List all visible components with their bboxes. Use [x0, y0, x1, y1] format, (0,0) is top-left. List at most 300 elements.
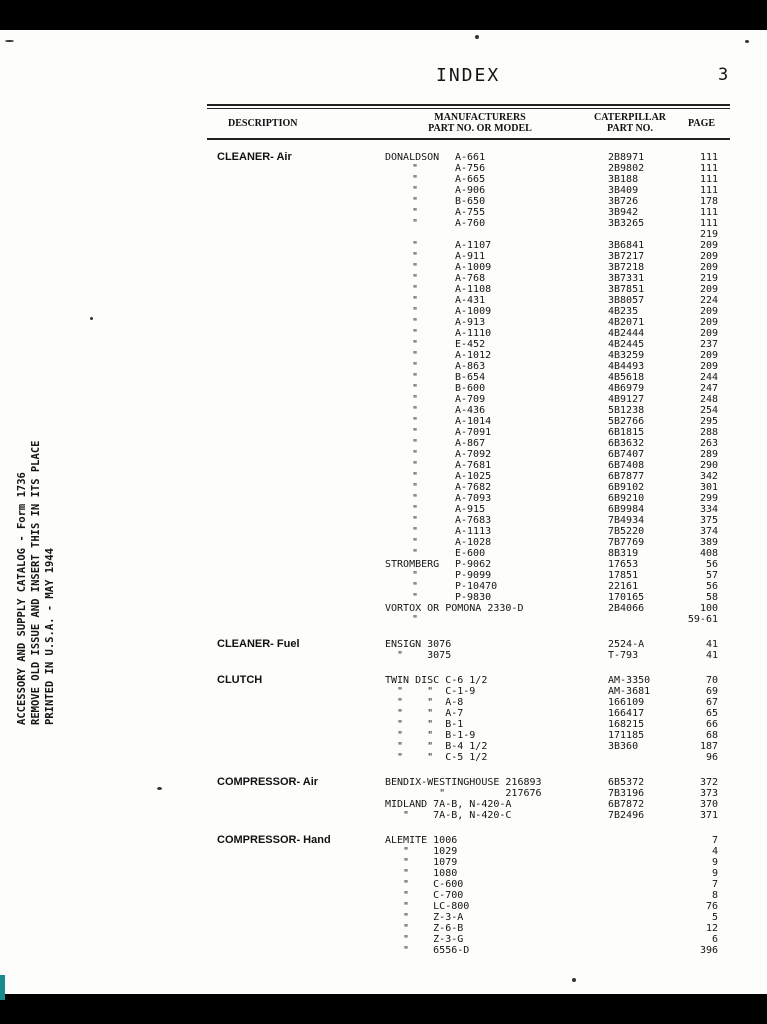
row-manufacturer: DONALDSON — [385, 152, 440, 163]
table-row — [0, 482, 767, 493]
row-manufacturer: " 217676 — [385, 788, 542, 799]
row-manufacturer-part: A-665 — [455, 174, 486, 185]
row-manufacturer-part: A-7683 — [455, 515, 492, 526]
row-manufacturer-part: A-760 — [455, 218, 486, 229]
row-page: 12 — [705, 923, 718, 934]
row-page: 209 — [699, 361, 718, 372]
row-page: 68 — [705, 730, 718, 741]
table-row — [0, 675, 767, 686]
row-caterpillar-part: 2B8971 — [608, 152, 645, 163]
table-row — [0, 777, 767, 788]
row-page: 288 — [699, 427, 718, 438]
row-manufacturer: MIDLAND 7A-B, N-420-A — [385, 799, 512, 810]
table-row — [0, 262, 767, 273]
row-manufacturer-part: A-1108 — [455, 284, 492, 295]
table-row — [0, 515, 767, 526]
row-caterpillar-part: 166109 — [608, 697, 645, 708]
row-page: 209 — [699, 262, 718, 273]
row-ditto-mark: " — [412, 251, 419, 262]
row-page: 111 — [699, 163, 718, 174]
row-caterpillar-part: 7B4934 — [608, 515, 645, 526]
table-row — [0, 945, 767, 956]
row-ditto-mark: " — [412, 196, 419, 207]
page-number: 3 — [718, 65, 729, 85]
table-row — [0, 471, 767, 482]
row-caterpillar-part: 170165 — [608, 592, 645, 603]
table-row — [0, 317, 767, 328]
row-manufacturer-part: A-911 — [455, 251, 486, 262]
row-page: 219 — [699, 229, 718, 240]
row-page: 8 — [711, 890, 718, 901]
row-manufacturer: STROMBERG — [385, 559, 440, 570]
row-manufacturer: " LC-800 — [385, 901, 470, 912]
row-page: 7 — [711, 879, 718, 890]
row-page: 209 — [699, 328, 718, 339]
table-row — [0, 372, 767, 383]
row-page: 244 — [699, 372, 718, 383]
row-page: 66 — [705, 719, 718, 730]
side-note — [15, 385, 56, 725]
table-row — [0, 350, 767, 361]
row-page: 111 — [699, 152, 718, 163]
table-row — [0, 697, 767, 708]
table-row — [0, 427, 767, 438]
row-manufacturer: TWIN DISC C-6 1/2 — [385, 675, 488, 686]
row-page: 372 — [699, 777, 718, 788]
row-caterpillar-part: 3B188 — [608, 174, 639, 185]
catalog-page — [0, 30, 767, 994]
column-header-page: PAGE — [688, 118, 716, 129]
row-caterpillar-part: 22161 — [608, 581, 639, 592]
row-page: 254 — [699, 405, 718, 416]
row-manufacturer-part: A-7092 — [455, 449, 492, 460]
table-row — [0, 857, 767, 868]
table-row — [0, 295, 767, 306]
row-manufacturer-part: A-863 — [455, 361, 486, 372]
row-caterpillar-part: 3B3265 — [608, 218, 645, 229]
row-caterpillar-part: 5B1238 — [608, 405, 645, 416]
row-page: 290 — [699, 460, 718, 471]
row-manufacturer-part: A-1014 — [455, 416, 492, 427]
row-ditto-mark: " — [412, 471, 419, 482]
row-ditto-mark: " — [412, 482, 419, 493]
row-ditto-mark: " — [412, 350, 419, 361]
row-ditto-mark: " — [412, 361, 419, 372]
header-top-rule-thin — [207, 108, 730, 109]
row-page: 6 — [711, 934, 718, 945]
row-manufacturer-part: A-436 — [455, 405, 486, 416]
table-row — [0, 284, 767, 295]
row-manufacturer: " 6556-D — [385, 945, 470, 956]
row-caterpillar-part: AM-3350 — [608, 675, 651, 686]
row-ditto-mark: " — [412, 537, 419, 548]
row-ditto-mark: " — [412, 548, 419, 559]
table-row — [0, 686, 767, 697]
row-caterpillar-part: 7B5220 — [608, 526, 645, 537]
row-caterpillar-part: 6B7408 — [608, 460, 645, 471]
row-page: 209 — [699, 240, 718, 251]
row-page: 96 — [705, 752, 718, 763]
row-manufacturer-part: A-1107 — [455, 240, 492, 251]
table-row — [0, 449, 767, 460]
row-page: 41 — [705, 650, 718, 661]
row-caterpillar-part: 6B3632 — [608, 438, 645, 449]
row-page: 111 — [699, 185, 718, 196]
scan-speck — [572, 978, 576, 982]
table-row — [0, 650, 767, 661]
row-caterpillar-part: AM-3681 — [608, 686, 651, 697]
row-caterpillar-part: 3B7218 — [608, 262, 645, 273]
row-caterpillar-part: 6B5372 — [608, 777, 645, 788]
table-row — [0, 923, 767, 934]
row-manufacturer-part: P-9830 — [455, 592, 492, 603]
row-manufacturer-part: A-7093 — [455, 493, 492, 504]
row-ditto-mark: " — [412, 218, 419, 229]
scan-speck — [5, 40, 14, 42]
row-caterpillar-part: 171185 — [608, 730, 645, 741]
table-row — [0, 218, 767, 229]
row-caterpillar-part: 6B9984 — [608, 504, 645, 515]
row-manufacturer: " 1080 — [385, 868, 458, 879]
row-page: 65 — [705, 708, 718, 719]
table-row — [0, 460, 767, 471]
row-manufacturer: " " B-1-9 — [385, 730, 476, 741]
row-manufacturer: " Z-3-G — [385, 934, 464, 945]
table-row — [0, 251, 767, 262]
table-row — [0, 581, 767, 592]
table-row — [0, 846, 767, 857]
row-manufacturer-part: E-600 — [455, 548, 486, 559]
row-page: 67 — [705, 697, 718, 708]
row-manufacturer-part: A-756 — [455, 163, 486, 174]
row-caterpillar-part: 2524-A — [608, 639, 645, 650]
row-manufacturer: " Z-3-A — [385, 912, 464, 923]
row-page: 7 — [711, 835, 718, 846]
row-page: 295 — [699, 416, 718, 427]
row-manufacturer-part: B-650 — [455, 196, 486, 207]
table-row — [0, 405, 767, 416]
row-page: 209 — [699, 350, 718, 361]
row-page: 209 — [699, 306, 718, 317]
row-manufacturer-part: B-600 — [455, 383, 486, 394]
row-manufacturer: " 1079 — [385, 857, 458, 868]
table-row — [0, 196, 767, 207]
row-page: 56 — [705, 559, 718, 570]
row-ditto-mark: " — [412, 262, 419, 273]
row-caterpillar-part: T-793 — [608, 650, 639, 661]
row-page: 57 — [705, 570, 718, 581]
row-caterpillar-part: 2B4066 — [608, 603, 645, 614]
table-row — [0, 163, 767, 174]
column-header-caterpillar — [585, 112, 675, 134]
row-caterpillar-part: 7B3196 — [608, 788, 645, 799]
row-ditto-mark: " — [412, 372, 419, 383]
column-header-manufacturers-line1: MANUFACTURERS — [434, 112, 526, 123]
row-caterpillar-part: 3B8057 — [608, 295, 645, 306]
row-manufacturer-part: A-7091 — [455, 427, 492, 438]
row-page: 408 — [699, 548, 718, 559]
row-page: 178 — [699, 196, 718, 207]
row-caterpillar-part: 4B2445 — [608, 339, 645, 350]
row-description: CLUTCH — [217, 674, 263, 686]
row-manufacturer: " " C-1-9 — [385, 686, 476, 697]
row-description: CLEANER- Fuel — [217, 638, 300, 650]
table-row — [0, 741, 767, 752]
table-row — [0, 361, 767, 372]
header-bottom-rule — [207, 138, 730, 140]
row-manufacturer: " 1029 — [385, 846, 458, 857]
row-manufacturer: BENDIX-WESTINGHOUSE 216893 — [385, 777, 542, 788]
row-page: 5 — [711, 912, 718, 923]
row-caterpillar-part: 4B235 — [608, 306, 639, 317]
table-row — [0, 708, 767, 719]
table-row — [0, 730, 767, 741]
row-caterpillar-part: 3B7851 — [608, 284, 645, 295]
table-row — [0, 912, 767, 923]
row-page: 334 — [699, 504, 718, 515]
row-page: 111 — [699, 174, 718, 185]
table-row — [0, 879, 767, 890]
table-row — [0, 835, 767, 846]
row-ditto-mark: " — [412, 570, 419, 581]
table-row — [0, 328, 767, 339]
row-page: 56 — [705, 581, 718, 592]
row-manufacturer-part: A-1009 — [455, 306, 492, 317]
row-manufacturer-part: A-768 — [455, 273, 486, 284]
table-row — [0, 185, 767, 196]
row-caterpillar-part: 2B9802 — [608, 163, 645, 174]
row-ditto-mark: " — [412, 394, 419, 405]
row-caterpillar-part: 3B726 — [608, 196, 639, 207]
row-ditto-mark: " — [412, 240, 419, 251]
table-row — [0, 394, 767, 405]
row-manufacturer: " C-600 — [385, 879, 464, 890]
row-manufacturer-part: A-7682 — [455, 482, 492, 493]
row-ditto-mark: " — [412, 515, 419, 526]
column-header-caterpillar-line1: CATERPILLAR — [593, 112, 667, 123]
scan-speck — [475, 35, 479, 39]
table-row — [0, 868, 767, 879]
side-note-line3: PRINTED IN U.S.A. - MAY 1944 — [44, 547, 56, 725]
row-manufacturer-part: A-431 — [455, 295, 486, 306]
row-ditto-mark: " — [412, 306, 419, 317]
row-caterpillar-part: 4B2071 — [608, 317, 645, 328]
column-header-manufacturers-line2: PART NO. OR MODEL — [428, 123, 532, 134]
row-page: 375 — [699, 515, 718, 526]
row-caterpillar-part: 4B3259 — [608, 350, 645, 361]
row-page: 289 — [699, 449, 718, 460]
table-row — [0, 273, 767, 284]
row-manufacturer-part: A-661 — [455, 152, 486, 163]
row-manufacturer: " " C-5 1/2 — [385, 752, 488, 763]
row-manufacturer-part: A-7681 — [455, 460, 492, 471]
table-row — [0, 639, 767, 650]
row-ditto-mark: " — [412, 614, 419, 625]
column-header-manufacturers — [410, 112, 550, 134]
row-manufacturer-part: B-654 — [455, 372, 486, 383]
row-manufacturer: ALEMITE 1006 — [385, 835, 458, 846]
row-caterpillar-part: 6B9210 — [608, 493, 645, 504]
row-page: 396 — [699, 945, 718, 956]
row-manufacturer-part: A-1009 — [455, 262, 492, 273]
row-page: 237 — [699, 339, 718, 350]
row-ditto-mark: " — [412, 438, 419, 449]
row-manufacturer: " 7A-B, N-420-C — [385, 810, 512, 821]
table-row — [0, 174, 767, 185]
row-page: 58 — [705, 592, 718, 603]
row-caterpillar-part: 6B1815 — [608, 427, 645, 438]
table-row — [0, 537, 767, 548]
row-page: 370 — [699, 799, 718, 810]
row-manufacturer: " " A-8 — [385, 697, 464, 708]
table-row — [0, 438, 767, 449]
row-manufacturer-part: E-452 — [455, 339, 486, 350]
table-row — [0, 240, 767, 251]
row-caterpillar-part: 6B9102 — [608, 482, 645, 493]
row-caterpillar-part: 6B7872 — [608, 799, 645, 810]
page-tab-marker — [0, 975, 5, 1000]
column-header-caterpillar-line2: PART NO. — [607, 123, 653, 134]
row-caterpillar-part: 17653 — [608, 559, 639, 570]
row-manufacturer-part: A-1028 — [455, 537, 492, 548]
table-row — [0, 570, 767, 581]
row-page: 76 — [705, 901, 718, 912]
row-page: 374 — [699, 526, 718, 537]
row-manufacturer: ENSIGN 3076 — [385, 639, 452, 650]
row-ditto-mark: " — [412, 405, 419, 416]
row-caterpillar-part: 4B2444 — [608, 328, 645, 339]
row-caterpillar-part: 4B6979 — [608, 383, 645, 394]
row-page: 299 — [699, 493, 718, 504]
row-manufacturer-part: A-1110 — [455, 328, 492, 339]
header-top-rule — [207, 104, 730, 106]
table-row — [0, 526, 767, 537]
row-caterpillar-part: 8B319 — [608, 548, 639, 559]
row-caterpillar-part: 6B7877 — [608, 471, 645, 482]
row-page: 371 — [699, 810, 718, 821]
row-caterpillar-part: 3B360 — [608, 741, 639, 752]
table-row — [0, 934, 767, 945]
row-caterpillar-part: 7B2496 — [608, 810, 645, 821]
row-manufacturer-part: A-913 — [455, 317, 486, 328]
table-row — [0, 493, 767, 504]
row-caterpillar-part: 3B409 — [608, 185, 639, 196]
row-manufacturer: " C-700 — [385, 890, 464, 901]
row-page: 41 — [705, 639, 718, 650]
row-manufacturer-part: A-1113 — [455, 526, 492, 537]
row-description: CLEANER- Air — [217, 151, 292, 163]
row-manufacturer: " Z-6-B — [385, 923, 464, 934]
row-caterpillar-part: 166417 — [608, 708, 645, 719]
row-description: COMPRESSOR- Air — [217, 776, 319, 788]
row-manufacturer: " " B-1 — [385, 719, 464, 730]
row-caterpillar-part: 3B6841 — [608, 240, 645, 251]
row-caterpillar-part: 3B7217 — [608, 251, 645, 262]
row-manufacturer: " " A-7 — [385, 708, 464, 719]
side-note-line2: REMOVE OLD ISSUE AND INSERT THIS IN ITS PLACE — [30, 440, 42, 725]
row-ditto-mark: " — [412, 581, 419, 592]
row-manufacturer-part: A-709 — [455, 394, 486, 405]
row-ditto-mark: " — [412, 163, 419, 174]
row-page: 111 — [699, 218, 718, 229]
row-page: 69 — [705, 686, 718, 697]
row-manufacturer-part: P-9062 — [455, 559, 492, 570]
row-page: 209 — [699, 284, 718, 295]
row-page: 219 — [699, 273, 718, 284]
scan-speck — [90, 317, 93, 320]
row-manufacturer: " 3075 — [385, 650, 452, 661]
table-row — [0, 504, 767, 515]
row-caterpillar-part: 168215 — [608, 719, 645, 730]
row-ditto-mark: " — [412, 328, 419, 339]
table-row — [0, 603, 767, 614]
row-manufacturer-part: P-10470 — [455, 581, 498, 592]
table-row — [0, 901, 767, 912]
row-caterpillar-part: 6B7407 — [608, 449, 645, 460]
row-page: 4 — [711, 846, 718, 857]
row-page: 389 — [699, 537, 718, 548]
table-row — [0, 788, 767, 799]
row-page: 301 — [699, 482, 718, 493]
table-row — [0, 614, 767, 625]
table-row — [0, 548, 767, 559]
row-manufacturer: VORTOX OR POMONA 2330-D — [385, 603, 524, 614]
row-manufacturer-part: A-906 — [455, 185, 486, 196]
row-ditto-mark: " — [412, 284, 419, 295]
table-row — [0, 383, 767, 394]
row-caterpillar-part: 3B7331 — [608, 273, 645, 284]
row-ditto-mark: " — [412, 207, 419, 218]
page-title: INDEX — [436, 65, 501, 86]
row-ditto-mark: " — [412, 526, 419, 537]
row-manufacturer-part: A-1012 — [455, 350, 492, 361]
row-page: 263 — [699, 438, 718, 449]
table-row — [0, 559, 767, 570]
table-row — [0, 416, 767, 427]
column-header-description: DESCRIPTION — [228, 118, 298, 129]
row-caterpillar-part: 7B7769 — [608, 537, 645, 548]
row-ditto-mark: " — [412, 504, 419, 515]
row-ditto-mark: " — [412, 460, 419, 471]
row-page: 248 — [699, 394, 718, 405]
row-caterpillar-part: 4B4493 — [608, 361, 645, 372]
scan-speck — [745, 40, 749, 43]
row-page: 373 — [699, 788, 718, 799]
row-manufacturer: " " B-4 1/2 — [385, 741, 488, 752]
table-row — [0, 719, 767, 730]
table-row — [0, 799, 767, 810]
row-ditto-mark: " — [412, 427, 419, 438]
row-caterpillar-part: 5B2766 — [608, 416, 645, 427]
row-page: 9 — [711, 868, 718, 879]
row-page: 209 — [699, 317, 718, 328]
row-page: 342 — [699, 471, 718, 482]
row-page: 187 — [699, 741, 718, 752]
table-row — [0, 339, 767, 350]
table-row — [0, 890, 767, 901]
row-caterpillar-part: 4B9127 — [608, 394, 645, 405]
row-manufacturer-part: A-755 — [455, 207, 486, 218]
table-row — [0, 152, 767, 163]
row-page: 9 — [711, 857, 718, 868]
row-page: 247 — [699, 383, 718, 394]
table-row — [0, 207, 767, 218]
row-ditto-mark: " — [412, 185, 419, 196]
table-row — [0, 229, 767, 240]
row-ditto-mark: " — [412, 317, 419, 328]
row-ditto-mark: " — [412, 449, 419, 460]
row-manufacturer-part: A-915 — [455, 504, 486, 515]
